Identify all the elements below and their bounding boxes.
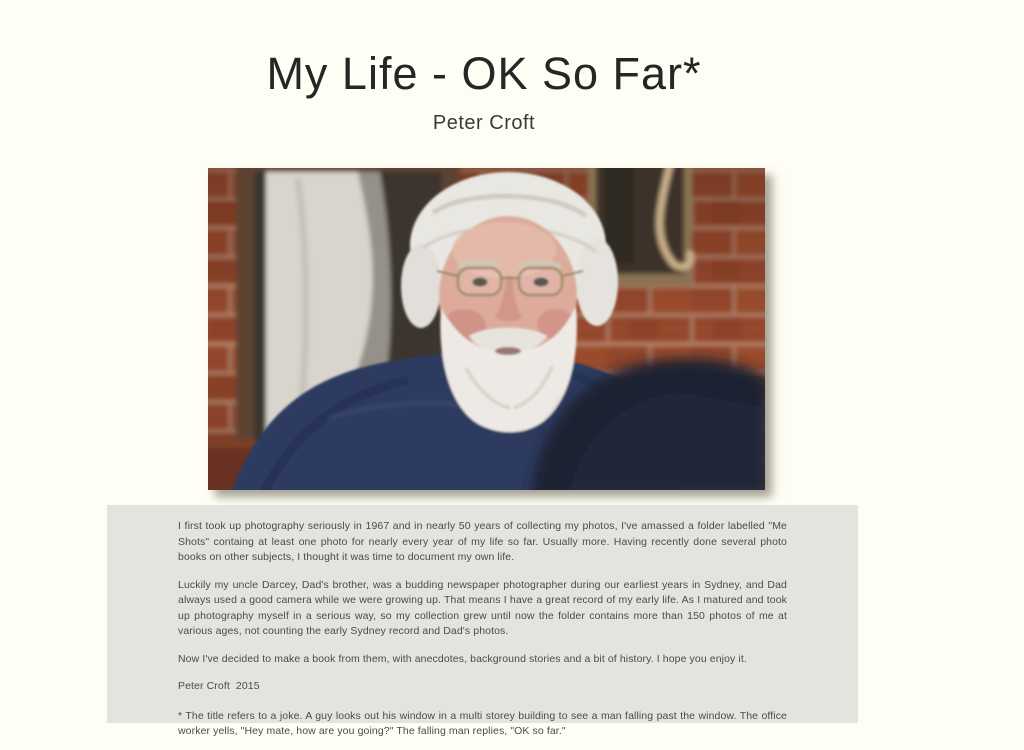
portrait-photo-illustration — [208, 168, 765, 490]
intro-paragraph-1: I first took up photography seriously in 1967 and in nearly 50 years of collecting my photos, I've amassed a folder labelled "Me Shots" containg at least one photo for nearly every year of my life so far. Usually more. Having recently done several photo books on other subjects, I thought it was time to document my own life. — [178, 520, 787, 563]
title-footnote: * The title refers to a joke. A guy looks out his window in a multi storey building to see a man falling past the window. The office worker yells, "Hey mate, how are you going?" The falling man replies, "OK so far." — [178, 709, 787, 737]
portrait-photo — [208, 168, 765, 490]
intro-paragraph-3: Now I've decided to make a book from them, with anecdotes, background stories and a bit of history. I hope you enjoy it. — [178, 652, 747, 665]
signature-line: Peter Croft 2015 — [178, 680, 260, 692]
author-name: Peter Croft — [432, 112, 536, 135]
intro-text-box — [107, 505, 858, 737]
page-title: My Life - OK So Far* — [266, 48, 702, 99]
intro-paragraph-2: Luckily my uncle Darcey, Dad's brother, was a budding newspaper photographer during our earliest years in Sydney, and Dad always used a good camera while we were growing up. That means I have a great record of my early life. As I matured and took up photography myself in a serious way, so my collection grew until now the folder contains more than 150 photos of me at various ages, not counting the early Sydney record and Dad's photos. — [178, 578, 787, 637]
page-header — [0, 50, 968, 135]
